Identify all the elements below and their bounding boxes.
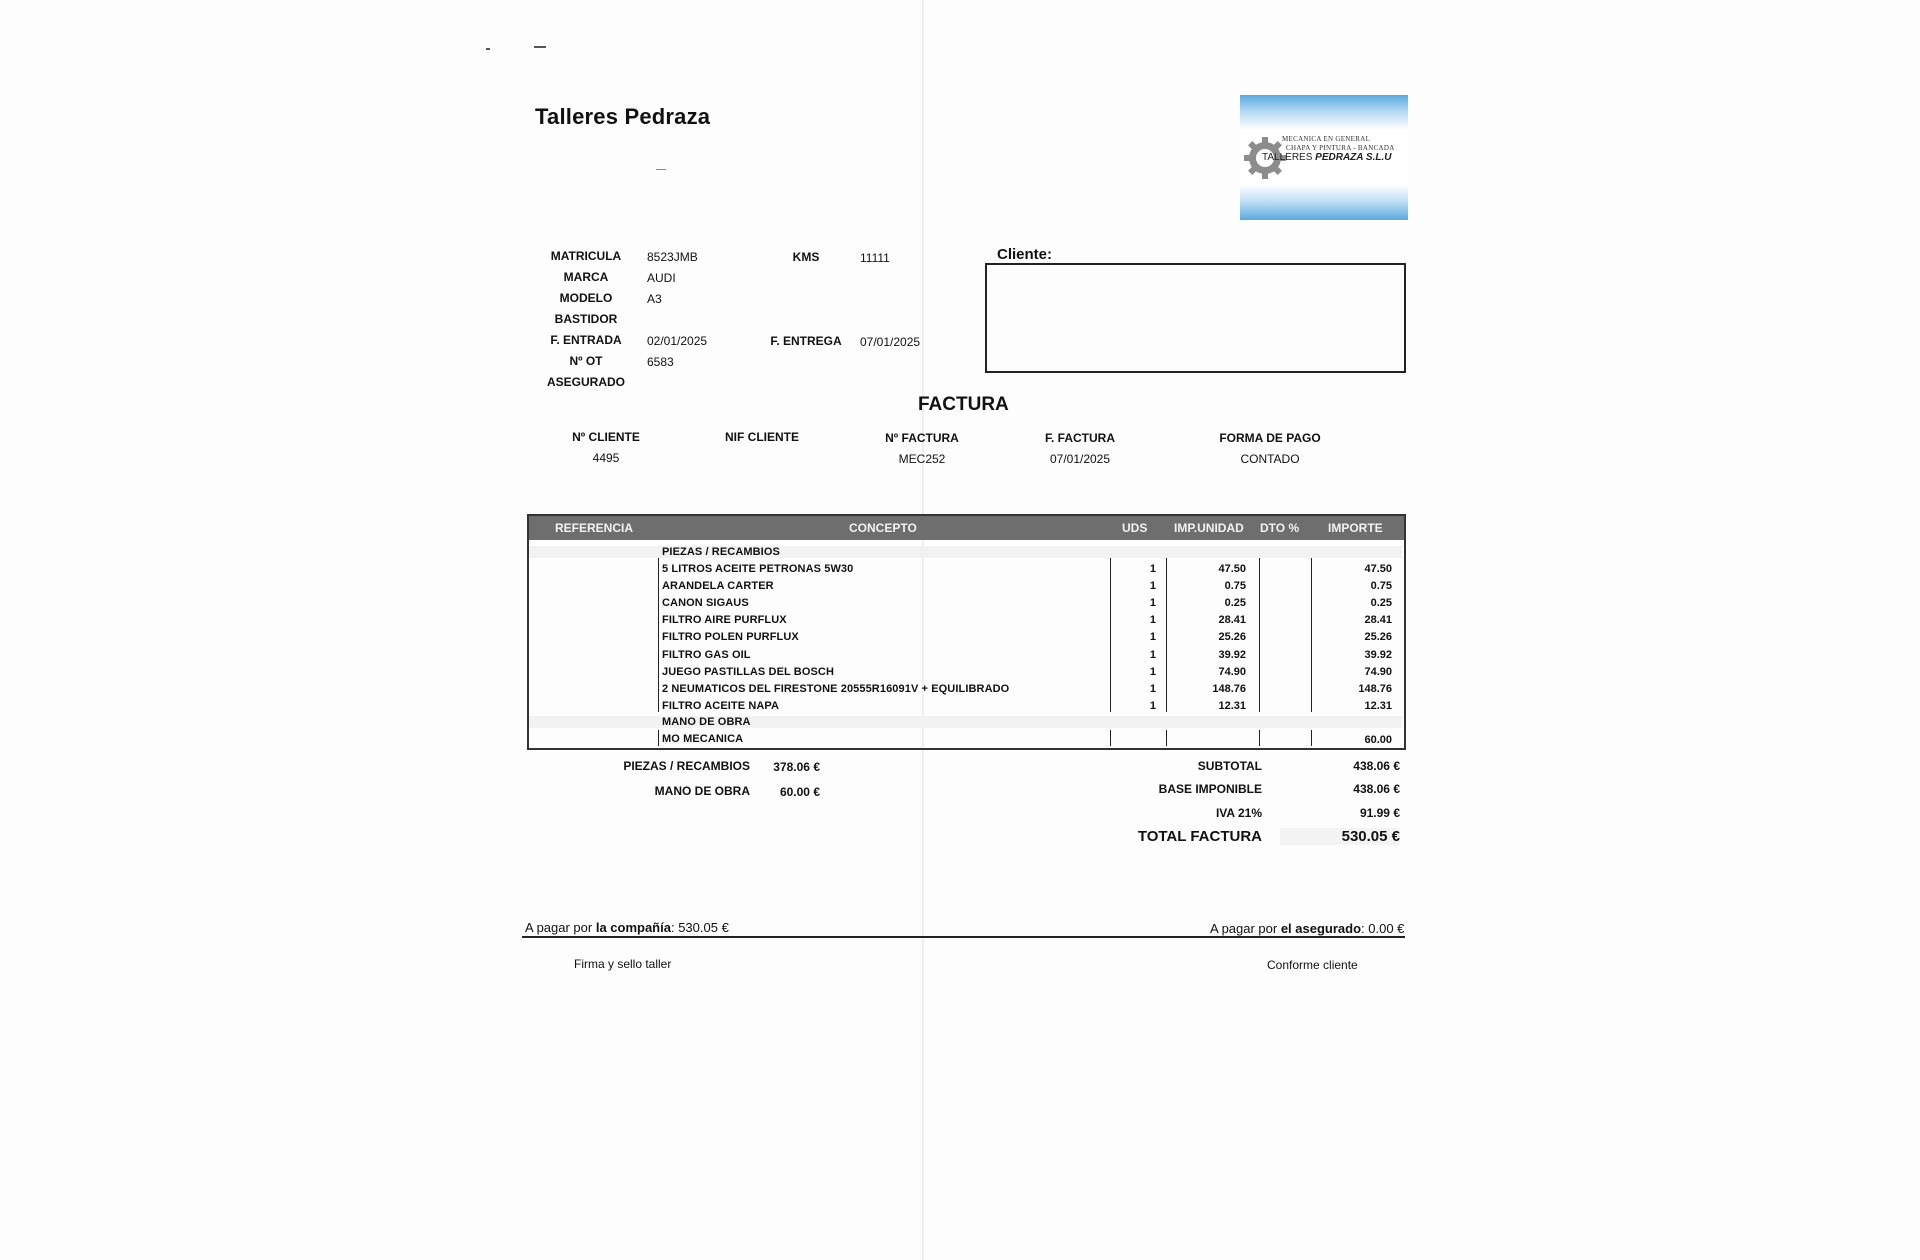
column-divider	[1259, 730, 1260, 746]
item-concepto: FILTRO ACEITE NAPA	[662, 700, 780, 712]
items-table-header	[529, 516, 1404, 540]
entrega-label: F. ENTREGA	[770, 334, 842, 348]
conforme-cliente: Conforme cliente	[1267, 958, 1358, 972]
modelo-value: A3	[647, 292, 662, 306]
logo-line-mecanica: MECANICA EN GENERAL	[1282, 135, 1371, 143]
item-uds: 1	[1149, 563, 1156, 575]
section-mano-obra: MANO DE OBRA	[662, 716, 751, 728]
pagar-asegurado: A pagar por el asegurado: 0.00 €	[1210, 921, 1405, 936]
item-uds: 1	[1149, 666, 1156, 678]
signature-divider	[522, 936, 1405, 938]
item-uds: 1	[1149, 700, 1156, 712]
factura-number-label: Nº FACTURA	[885, 431, 959, 445]
iva-value: 91.99 €	[1359, 806, 1400, 820]
cliente-box	[985, 263, 1406, 373]
bastidor-label: BASTIDOR	[554, 312, 618, 326]
item-importe: 47.50	[1364, 563, 1392, 575]
factura-date-label: F. FACTURA	[1045, 431, 1115, 445]
ot-value: 6583	[647, 355, 674, 369]
item-importe: 25.26	[1364, 631, 1392, 643]
scan-speck	[534, 46, 546, 48]
mano-total-label: MANO DE OBRA	[654, 784, 750, 798]
item-uds: 1	[1149, 683, 1156, 695]
logo-line-chapa: CHAPA Y PINTURA - BANCADA	[1286, 144, 1395, 152]
scan-speck	[656, 169, 666, 170]
base-imponible-value: 438.06 €	[1353, 782, 1400, 796]
company-logo	[1240, 95, 1408, 220]
column-divider	[658, 730, 659, 746]
cliente-number-value: 4495	[592, 451, 620, 465]
piezas-total-value: 378.06 €	[773, 760, 820, 774]
company-name: Talleres Pedraza	[535, 104, 711, 129]
pagar-compania: A pagar por la compañía: 530.05 €	[525, 920, 729, 935]
column-divider	[658, 558, 659, 712]
kms-value: 11111	[860, 251, 890, 265]
factura-title: FACTURA	[918, 394, 1009, 415]
item-unit-price: 47.50	[1218, 563, 1246, 575]
section-piezas: PIEZAS / RECAMBIOS	[662, 546, 780, 558]
col-uds: UDS	[1122, 521, 1148, 535]
ot-label: Nº OT	[569, 354, 603, 368]
labor-importe: 60.00	[1364, 734, 1392, 746]
column-divider	[1110, 558, 1111, 712]
forma-pago-label: FORMA DE PAGO	[1219, 431, 1321, 445]
matricula-value: 8523JMB	[647, 250, 698, 264]
item-concepto: JUEGO PASTILLAS DEL BOSCH	[662, 666, 835, 678]
kms-label: KMS	[792, 250, 820, 264]
col-dto: DTO %	[1260, 521, 1300, 535]
item-importe: 39.92	[1364, 649, 1392, 661]
item-unit-price: 0.25	[1224, 597, 1246, 609]
item-importe: 28.41	[1364, 614, 1392, 626]
section-band	[529, 716, 1402, 728]
total-factura-value: 530.05 €	[1280, 828, 1400, 845]
nif-label: NIF CLIENTE	[725, 430, 799, 444]
col-importe: IMPORTE	[1328, 521, 1383, 535]
iva-label: IVA 21%	[1215, 806, 1262, 820]
column-divider	[1259, 558, 1260, 712]
piezas-total-label: PIEZAS / RECAMBIOS	[623, 759, 750, 773]
item-unit-price: 12.31	[1218, 700, 1246, 712]
item-uds: 1	[1149, 597, 1156, 609]
column-divider	[1166, 730, 1167, 746]
marca-label: MARCA	[563, 270, 609, 284]
item-importe: 74.90	[1364, 666, 1392, 678]
item-unit-price: 25.26	[1218, 631, 1246, 643]
entrada-value: 02/01/2025	[647, 334, 708, 348]
item-uds: 1	[1149, 631, 1156, 643]
logo-line-name: TALLERES PEDRAZA S.L.U	[1262, 152, 1392, 163]
factura-number-value: MEC252	[898, 452, 946, 466]
item-unit-price: 39.92	[1218, 649, 1246, 661]
item-concepto: ARANDELA CARTER	[662, 580, 774, 592]
column-divider	[1110, 730, 1111, 746]
column-divider	[1166, 558, 1167, 712]
col-imp-unidad: IMP.UNIDAD	[1174, 521, 1244, 535]
item-concepto: FILTRO GAS OIL	[662, 649, 751, 661]
subtotal-label: SUBTOTAL	[1197, 759, 1262, 773]
marca-value: AUDI	[647, 271, 676, 285]
section-band	[529, 546, 1402, 558]
item-unit-price: 74.90	[1218, 666, 1246, 678]
item-concepto: 5 LITROS ACEITE PETRONAS 5W30	[662, 563, 854, 575]
cliente-number-label: Nº CLIENTE	[572, 430, 640, 444]
item-concepto: FILTRO AIRE PURFLUX	[662, 614, 787, 626]
item-unit-price: 28.41	[1218, 614, 1246, 626]
item-concepto: FILTRO POLEN PURFLUX	[662, 631, 799, 643]
mano-total-value: 60.00 €	[779, 785, 820, 799]
total-factura-label: TOTAL FACTURA	[1137, 828, 1262, 845]
item-uds: 1	[1149, 649, 1156, 661]
item-importe: 12.31	[1364, 700, 1392, 712]
item-concepto: CANON SIGAUS	[662, 597, 749, 609]
asegurado-label: ASEGURADO	[546, 375, 625, 389]
forma-pago-value: CONTADO	[1240, 452, 1300, 466]
base-imponible-label: BASE IMPONIBLE	[1158, 782, 1262, 796]
cliente-label: Cliente:	[997, 246, 1053, 263]
item-importe: 148.76	[1358, 683, 1392, 695]
item-uds: 1	[1149, 580, 1156, 592]
factura-date-value: 07/01/2025	[1049, 452, 1111, 466]
col-referencia: REFERENCIA	[555, 521, 634, 535]
item-concepto: 2 NEUMATICOS DEL FIRESTONE 20555R16091V + EQUILIBRADO	[662, 683, 1010, 695]
labor-concepto: MO MECANICA	[662, 733, 744, 745]
entrada-label: F. ENTRADA	[550, 333, 622, 347]
firma-taller: Firma y sello taller	[574, 957, 672, 971]
item-unit-price: 0.75	[1224, 580, 1246, 592]
col-concepto: CONCEPTO	[849, 521, 917, 535]
modelo-label: MODELO	[559, 291, 613, 305]
item-unit-price: 148.76	[1212, 683, 1246, 695]
item-uds: 1	[1149, 614, 1156, 626]
matricula-label: MATRICULA	[550, 249, 622, 263]
subtotal-value: 438.06 €	[1353, 759, 1400, 773]
scan-speck	[486, 48, 490, 50]
item-importe: 0.75	[1370, 580, 1392, 592]
item-importe: 0.25	[1370, 597, 1392, 609]
entrega-value: 07/01/2025	[860, 335, 921, 349]
